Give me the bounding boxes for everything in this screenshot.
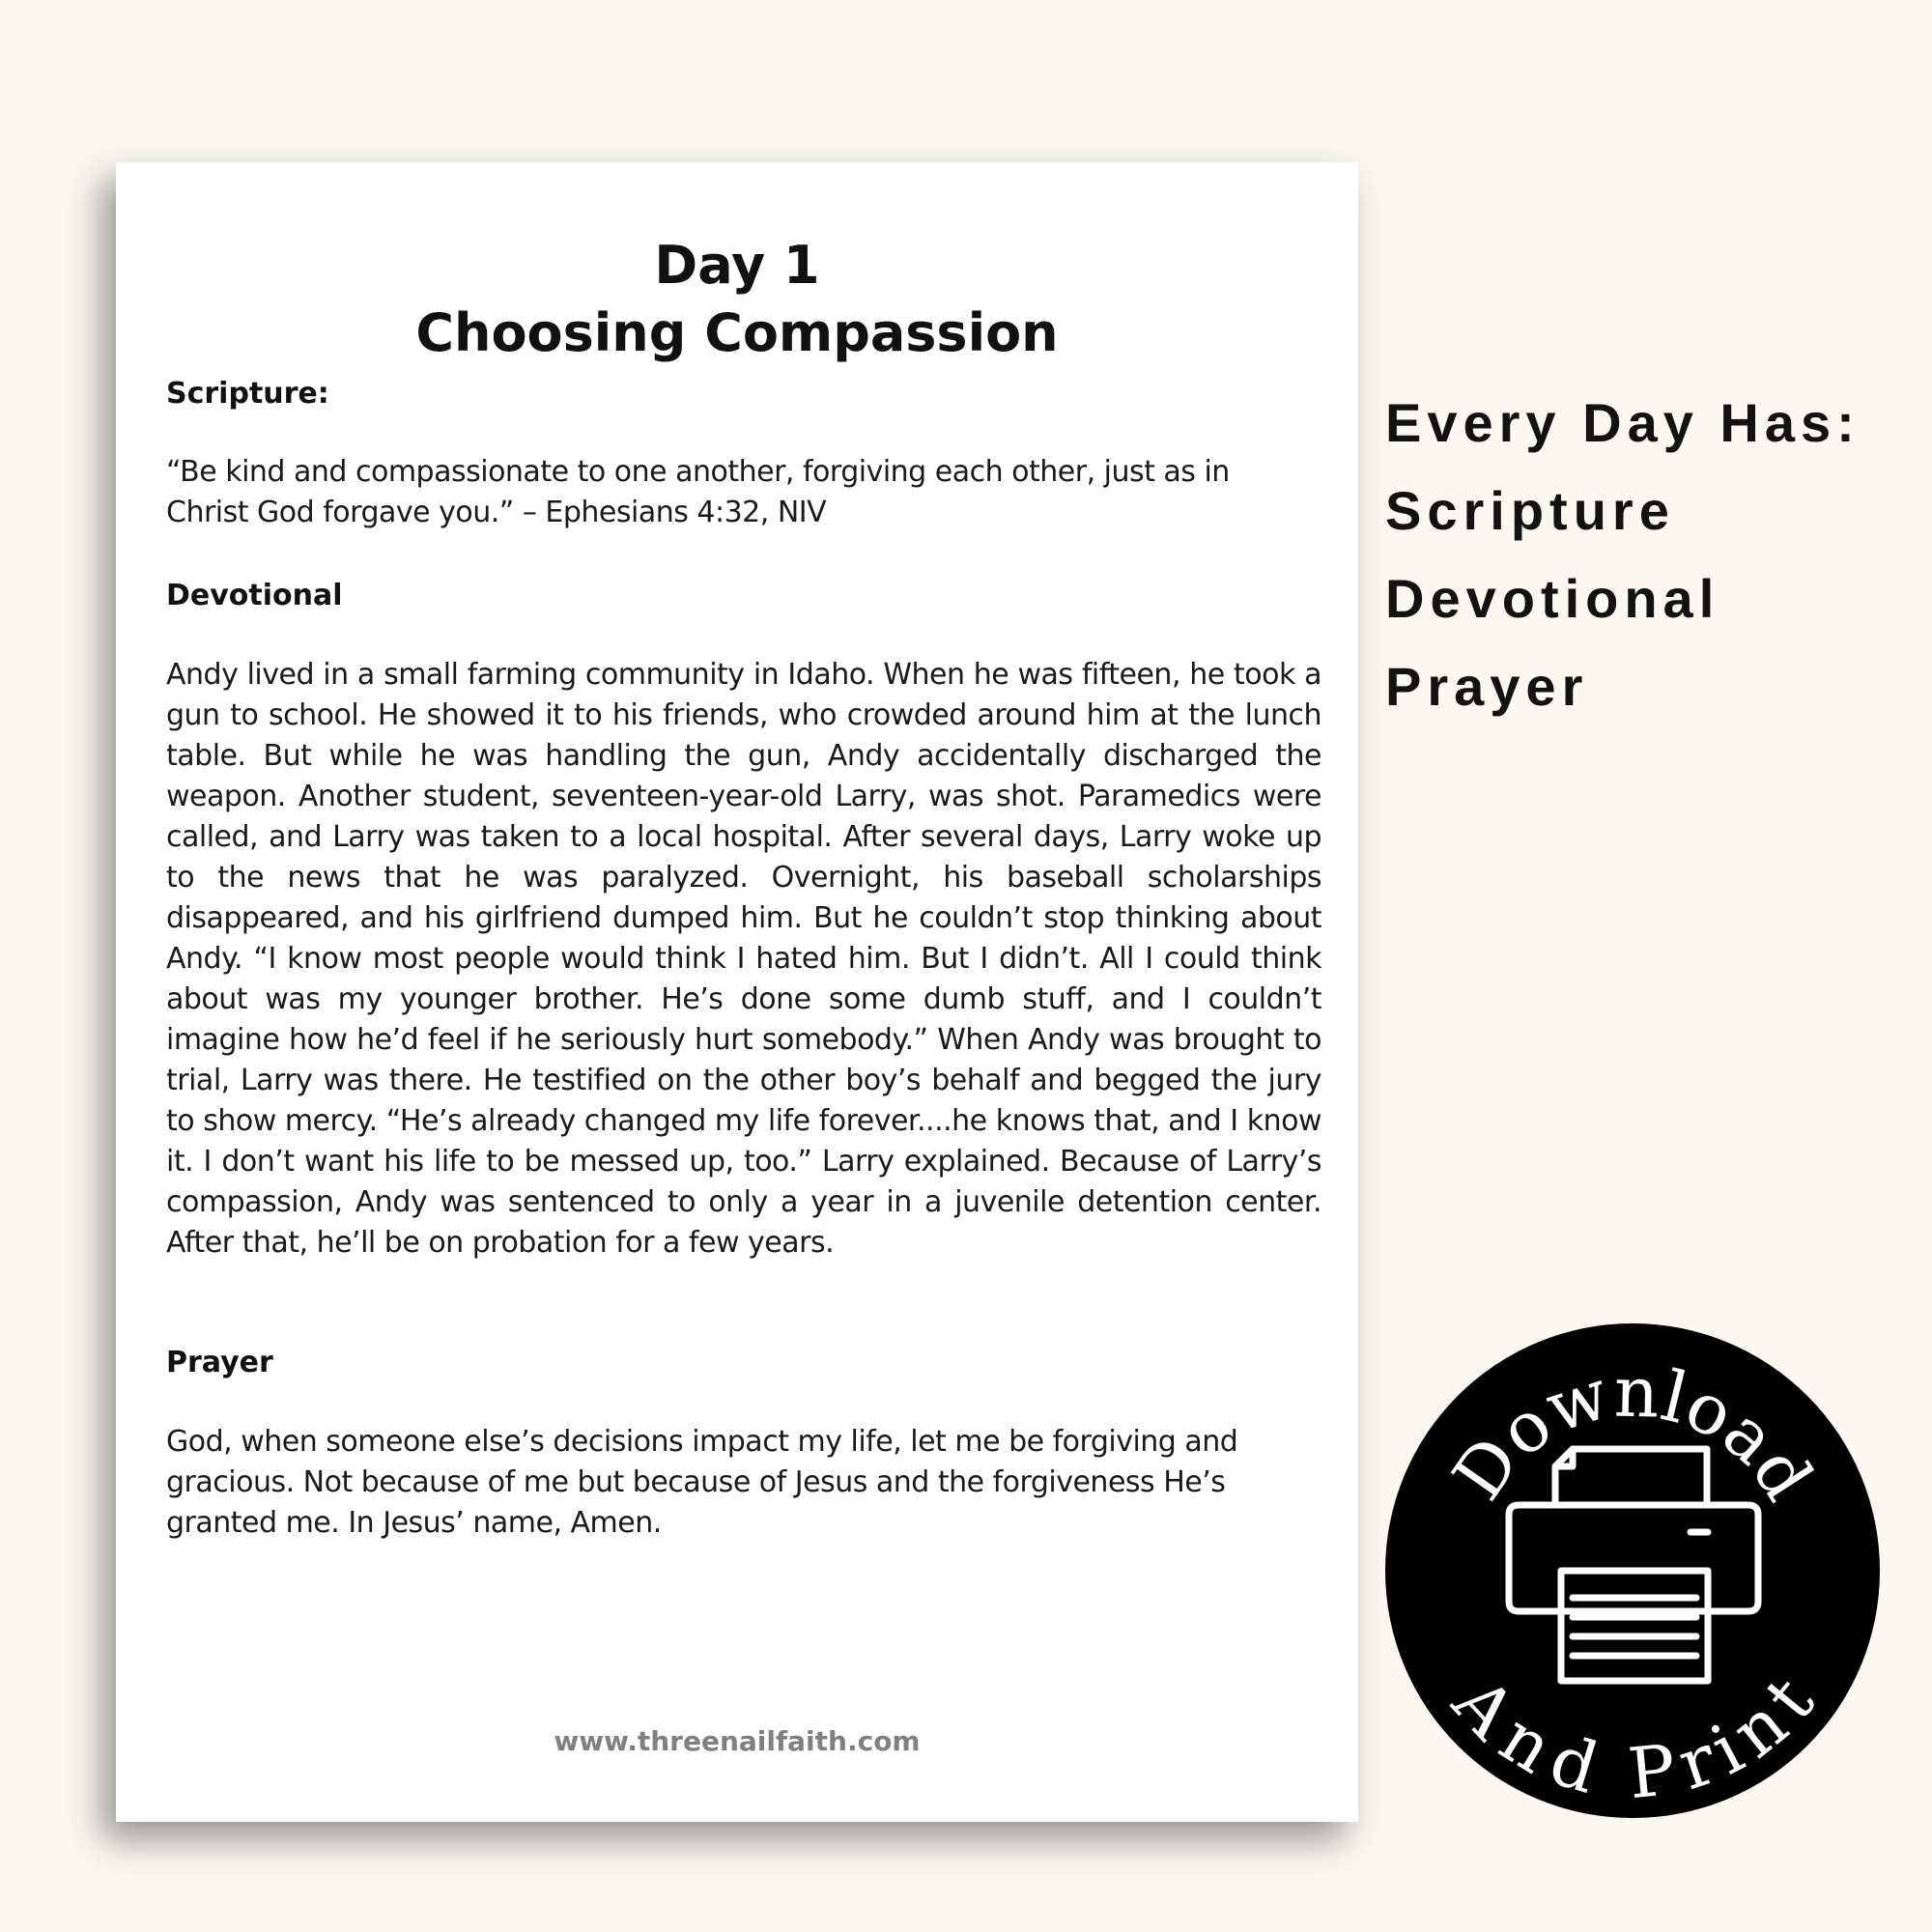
- badge-bottom-text: And Print: [1437, 1661, 1830, 1814]
- badge-graphic: [1383, 1321, 1882, 1820]
- page-title-day: Day 1: [654, 235, 820, 296]
- scripture-text: “Be kind and compassionate to one another, forgiving each other, just as in Christ God forgave you.” – Ephesians 4:32, NIV: [166, 455, 1230, 529]
- devotional-heading: Devotional: [166, 579, 343, 612]
- download-print-badge: [1383, 1321, 1882, 1820]
- scripture-heading: Scripture:: [166, 377, 329, 411]
- prayer-text: God, when someone else’s decisions impact my life, let me be forgiving and gracious. Not because of me but because of Jesus and the forgiveness He’s granted me. In Jesus’ name, Amen.: [166, 1425, 1238, 1540]
- badge-top-text: Download: [1436, 1350, 1830, 1515]
- prayer-heading: Prayer: [166, 1346, 273, 1379]
- devotional-text: Andy lived in a small farming community in Idaho. When he was fifteen, he took a gun to school. He showed it to his friends, who crowded around him at the lunch table. But while he was handling the gun, Andy accidentally discharged the weapon. Another student, seventeen-year-old Larry, was shot. Paramedics were called, and Larry was taken to a local hospital. After several days, Larry woke up to the news that he was paralyzed. Overnight, his baseball scholarships disappeared, and his girlfriend dumped him. But he couldn’t stop thinking about Andy. “I know most people would think I hated him. But I didn’t. All I could think about was my younger brother. He’s done some dumb stuff, and I couldn’t imagine how he’d feel if he seriously hurt somebody.” When Andy was brought to trial, Larry was there. He testified on the other boy’s behalf and begged the jury to show mercy. “He’s already changed my life forever....he knows that, and I know it. I don’t want his life to be messed up, too.” Larry explained. Because of Larry’s compassion, Andy was sentenced to only a year in a juvenile detention center. After that, he’ll be on probation for a few years.: [166, 658, 1321, 1260]
- footer-url: www.threenailfaith.com: [554, 1725, 921, 1757]
- features-heading: Every Day Has:: [1385, 392, 1861, 453]
- page-title-topic: Choosing Compassion: [415, 302, 1059, 363]
- devotional-page: [116, 162, 1358, 1822]
- feature-item-devotional: Devotional: [1385, 568, 1720, 629]
- features-list: [1385, 379, 1861, 730]
- page-title: [116, 232, 1358, 367]
- feature-item-prayer: Prayer: [1385, 656, 1589, 717]
- feature-item-scripture: Scripture: [1385, 480, 1675, 541]
